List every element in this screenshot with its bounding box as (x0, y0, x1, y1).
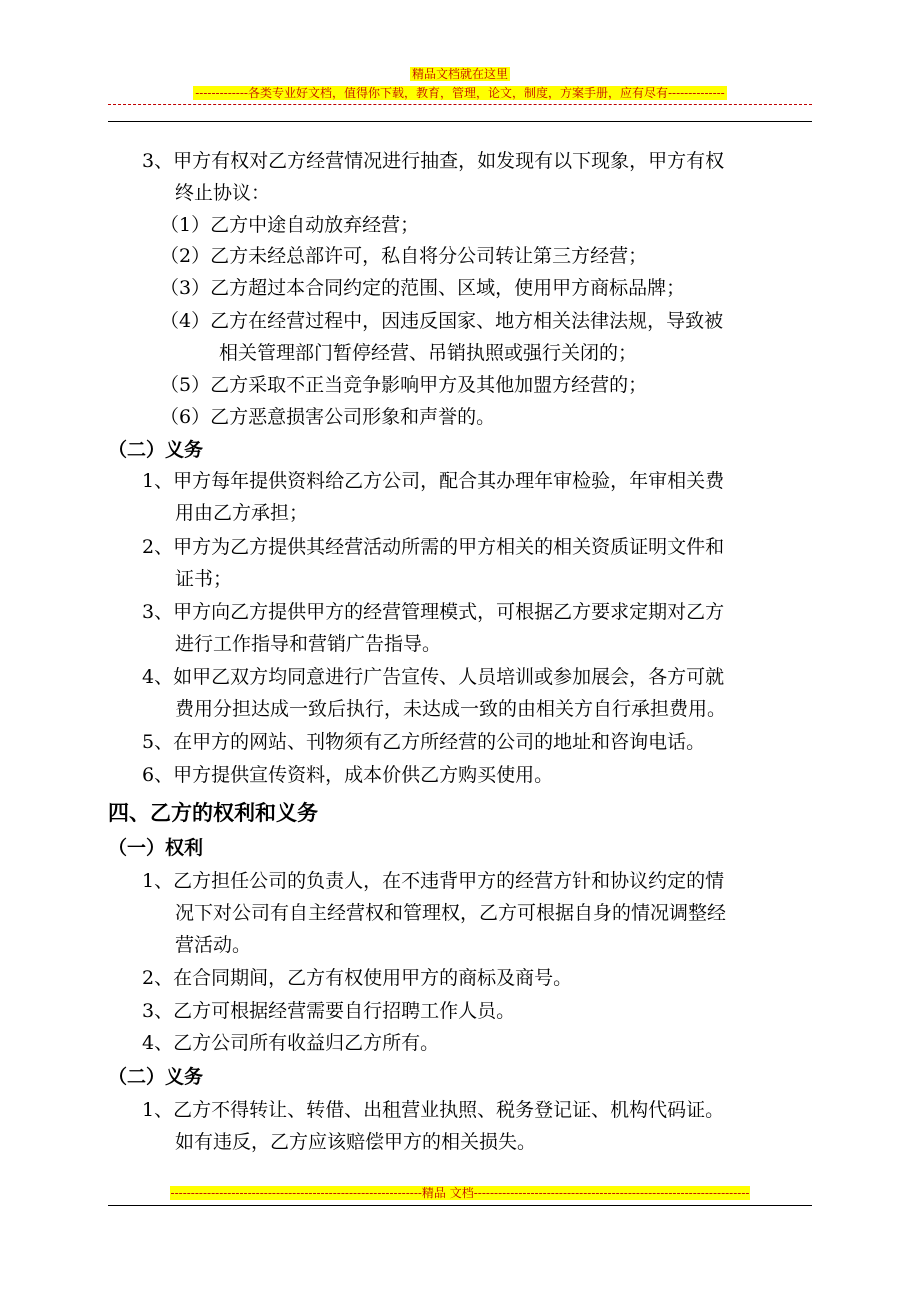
list-item: （1）乙方中途自动放弃经营； (160, 214, 420, 236)
paragraph-line: 1、乙方担任公司的负责人，在不违背甲方的经营方针和协议约定的情 (142, 870, 725, 892)
list-item-continuation: 相关管理部门暂停经营、吊销执照或强行关闭的； (219, 342, 638, 364)
list-item: （3）乙方超过本合同约定的范围、区域，使用甲方商标品牌； (160, 277, 686, 299)
paragraph-line: 4、如甲乙双方均同意进行广告宣传、人员培训或参加展会，各方可就 (142, 666, 725, 688)
paragraph-line: 2、甲方为乙方提供其经营活动所需的甲方相关的相关资质证明文件和 (142, 536, 725, 558)
paragraph-line: 3、甲方有权对乙方经营情况进行抽查，如发现有以下现象，甲方有权 (142, 150, 725, 172)
list-item: （6）乙方恶意损害公司形象和声誉的。 (160, 406, 496, 428)
section-heading: 四、乙方的权利和义务 (108, 800, 318, 825)
header-dashed-divider (108, 104, 812, 105)
subsection-heading: （二）义务 (108, 1066, 204, 1088)
paragraph-line: 证书； (175, 568, 233, 590)
footer-banner-text: --------------------------------------------------------------精品 文档-------------------------------------------------------------------- (170, 1186, 750, 1200)
paragraph-line: 2、在合同期间，乙方有权使用甲方的商标及商号。 (142, 967, 573, 989)
subsection-heading: （一）权利 (108, 837, 204, 859)
paragraph-line: 如有违反，乙方应该赔偿甲方的相关损失。 (175, 1131, 537, 1153)
paragraph-line: 终止协议： (175, 182, 271, 204)
paragraph-line: 1、甲方每年提供资料给乙方公司，配合其办理年审检验，年审相关费 (142, 470, 725, 492)
paragraph-line: 营活动。 (175, 934, 252, 956)
list-item: （2）乙方未经总部许可，私自将分公司转让第三方经营； (160, 245, 648, 267)
paragraph-line: 3、乙方可根据经营需要自行招聘工作人员。 (142, 1000, 516, 1022)
paragraph-line: 4、乙方公司所有收益归乙方所有。 (142, 1032, 440, 1054)
paragraph-line: 6、甲方提供宣传资料，成本价供乙方购买使用。 (142, 764, 554, 786)
footer-rule (108, 1205, 812, 1206)
paragraph-line: 费用分担达成一致后执行，未达成一致的由相关方自行承担费用。 (175, 698, 727, 720)
header-banner-text: -------------各类专业好文档，值得你下载，教育，管理，论文，制度，方案手册，应有尽有-------------- (195, 86, 725, 100)
paragraph-line: 况下对公司有自主经营权和管理权，乙方可根据自身的情况调整经 (175, 902, 727, 924)
list-item: （5）乙方采取不正当竞争影响甲方及其他加盟方经营的； (160, 374, 648, 396)
header-rule (108, 121, 812, 122)
paragraph-line: 进行工作指导和营销广告指导。 (175, 633, 442, 655)
paragraph-line: 3、甲方向乙方提供甲方的经营管理模式，可根据乙方要求定期对乙方 (142, 601, 725, 623)
paragraph-line: 用由乙方承担； (175, 502, 309, 524)
header-title-text: 精品文档就在这里 (411, 67, 508, 81)
header-title (0, 66, 920, 82)
list-item: （4）乙方在经营过程中，因违反国家、地方相关法律法规，导致被 (160, 310, 724, 332)
footer-banner (0, 1185, 920, 1201)
paragraph-line: 1、乙方不得转让、转借、出租营业执照、税务登记证、机构代码证。 (142, 1099, 725, 1121)
header-banner (0, 85, 920, 101)
paragraph-line: 5、在甲方的网站、刊物须有乙方所经营的公司的地址和咨询电话。 (142, 731, 706, 753)
subsection-heading: （二）义务 (108, 439, 204, 461)
